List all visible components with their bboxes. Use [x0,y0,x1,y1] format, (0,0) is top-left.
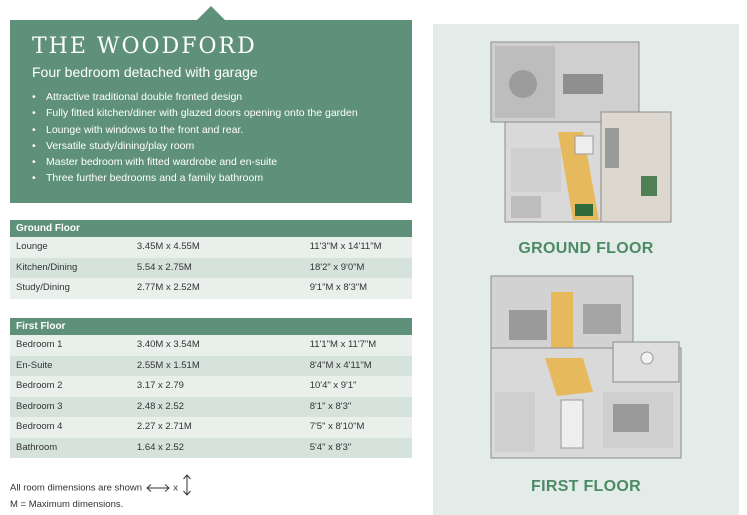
header-notch [196,6,226,21]
first-floor-table [10,318,412,458]
ground-floor-heading: Ground Floor [10,220,412,237]
feature-list [32,89,412,187]
first-floor-label: FIRST FLOOR [531,478,641,495]
table-row [10,335,412,356]
room-name: Lounge [16,241,48,252]
vertical-arrow-icon [181,473,193,497]
feature-item: • Versatile study/dining/play room [32,138,412,154]
table-row [10,356,412,377]
room-name: Bedroom 3 [16,400,63,412]
table-row [10,376,412,397]
room-imperial: 8'1" x 8'3" [309,400,352,412]
maximum-note: M = Maximum dimensions. [10,499,124,510]
property-header [10,20,412,203]
room-imperial: 10'4" x 9'1" [309,380,357,391]
room-name: Bedroom 2 [16,380,63,391]
room-name: Bedroom 1 [16,339,63,350]
ground-floor-label: GROUND FLOOR [518,240,654,257]
room-imperial: 11'1"M x 11'7"M [309,339,377,350]
dimension-separator: x [173,482,179,494]
room-imperial: 18'2" x 9'0"M [309,261,365,273]
table-row [10,237,412,258]
room-metric: 3.45M x 4.55M [136,241,200,252]
room-metric: 2.55M x 1.51M [136,359,200,371]
room-metric: 5.54 x 2.75M [136,261,192,273]
room-name: Bedroom 4 [16,421,63,432]
room-metric: 3.40M x 3.54M [136,339,200,350]
property-title: THE WOODFORD [32,34,257,59]
room-metric: 3.17 x 2.79 [136,380,184,391]
feature-item: • Attractive traditional double fronted design [32,89,412,105]
room-metric: 2.77M x 2.52M [136,282,200,293]
room-metric: 1.64 x 2.52 [136,441,184,453]
horizontal-arrow-icon [145,483,171,493]
room-metric: 2.27 x 2.71M [136,421,192,432]
room-imperial: 11'3"M x 14'11"M [309,241,382,252]
first-floor-heading: First Floor [10,318,412,335]
floor-plan-panel [433,24,739,515]
room-metric: 2.48 x 2.52 [136,400,184,412]
room-name: Bathroom [16,441,58,453]
room-imperial: 8'4"M x 4'11"M [309,359,372,371]
room-imperial: 7'5" x 8'10"M [309,421,365,432]
property-subtitle: Four bedroom detached with garage [32,64,258,80]
feature-item: • Three further bedrooms and a family bathroom [32,170,412,186]
feature-item: • Lounge with windows to the front and rear. [32,122,412,138]
table-row [10,278,412,299]
dimension-note-text: All room dimensions are shown [10,482,143,494]
dimension-notes [10,479,193,513]
room-imperial: 9'1"M x 8'3"M [309,282,368,293]
ground-floor-plan-image [433,36,739,236]
dimension-note-line [10,479,193,497]
ground-floor-table [10,220,412,299]
first-floor-plan-image [433,272,739,482]
room-imperial: 5'4" x 8'3" [309,441,352,453]
table-row [10,438,412,459]
room-name: Study/Dining [16,282,70,293]
room-name: En-Suite [16,359,53,371]
feature-item: • Master bedroom with fitted wardrobe and en-suite [32,154,412,170]
table-row [10,417,412,438]
table-row [10,397,412,418]
room-name: Kitchen/Dining [16,261,78,273]
feature-item: • Fully fitted kitchen/diner with glazed doors opening onto the garden [32,105,412,121]
table-row [10,258,412,279]
